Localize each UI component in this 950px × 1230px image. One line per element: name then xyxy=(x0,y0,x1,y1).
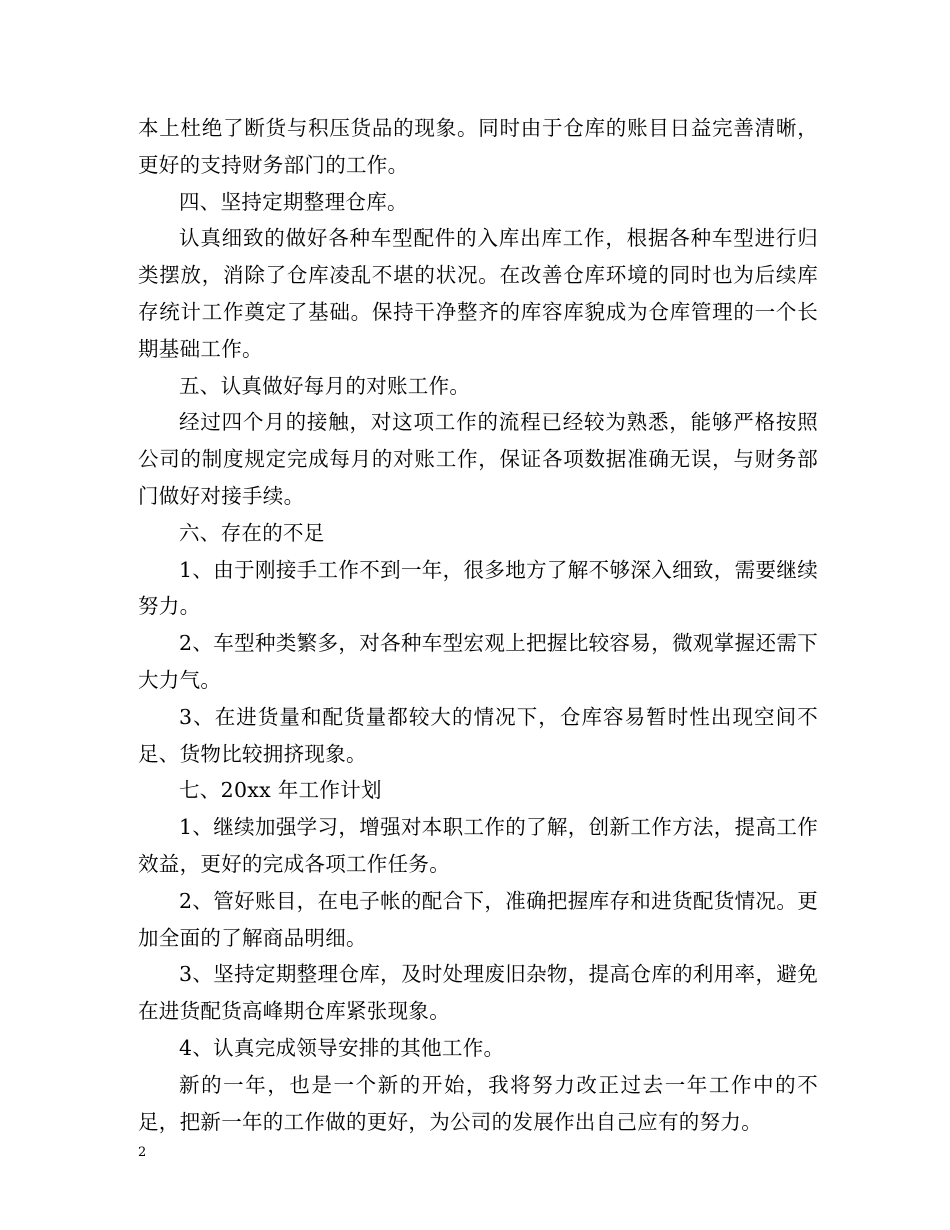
list-item-shortcoming-2: 2、车型种类繁多，对各种车型宏观上把握比较容易，微观掌握还需下大力气。 xyxy=(138,631,818,692)
list-item-shortcoming-3: 3、在进货量和配货量都较大的情况下，仓库容易暂时性出现空间不足、货物比较拥挤现象。 xyxy=(138,704,818,766)
page-number: 2 xyxy=(138,1145,147,1160)
heading-section-four: 四、坚持定期整理仓库。 xyxy=(179,189,408,214)
paragraph-conclusion: 新的一年，也是一个新的开始，我将努力改正过去一年工作中的不足，把新一年的工作做的更好，为公司的发展作出自己应有的努力。 xyxy=(138,1072,818,1134)
paragraph-continuation: 本上杜绝了断货与积压货品的现象。同时由于仓库的账目日益完善清晰，更好的支持财务部门的工作。 xyxy=(138,116,818,177)
paragraph-monthly-reconciliation: 经过四个月的接触，对这项工作的流程已经较为熟悉，能够严格按照公司的制度规定完成每月的对账工作，保证各项数据准确无误，与财务部门做好对接手续。 xyxy=(138,410,818,508)
list-item-plan-2: 2、管好账目，在电子帐的配合下，准确把握库存和进货配货情况。更加全面的了解商品明细。 xyxy=(138,888,818,950)
heading-section-seven: 七、20xx 年工作计划 xyxy=(179,778,382,803)
heading-section-five: 五、认真做好每月的对账工作。 xyxy=(179,373,471,398)
heading-section-six: 六、存在的不足 xyxy=(179,520,325,545)
list-item-plan-1: 1、继续加强学习，增强对本职工作的了解，创新工作方法，提高工作效益，更好的完成各项工作任务。 xyxy=(138,815,818,876)
list-item-shortcoming-1: 1、由于刚接手工作不到一年，很多地方了解不够深入细致，需要继续努力。 xyxy=(138,557,818,619)
list-item-plan-4: 4、认真完成领导安排的其他工作。 xyxy=(179,1035,505,1060)
paragraph-warehouse-organization: 认真细致的做好各种车型配件的入库出库工作，根据各种车型进行归类摆放，消除了仓库凌乱不堪的状况。在改善仓库环境的同时也为后续库存统计工作奠定了基础。保持干净整齐的库容库貌成为仓库管理的一个长期基础工作。 xyxy=(138,226,818,361)
document-body xyxy=(138,110,818,1140)
list-item-plan-3: 3、坚持定期整理仓库，及时处理废旧杂物，提高仓库的利用率，避免在进货配货高峰期仓库紧张现象。 xyxy=(138,962,818,1024)
